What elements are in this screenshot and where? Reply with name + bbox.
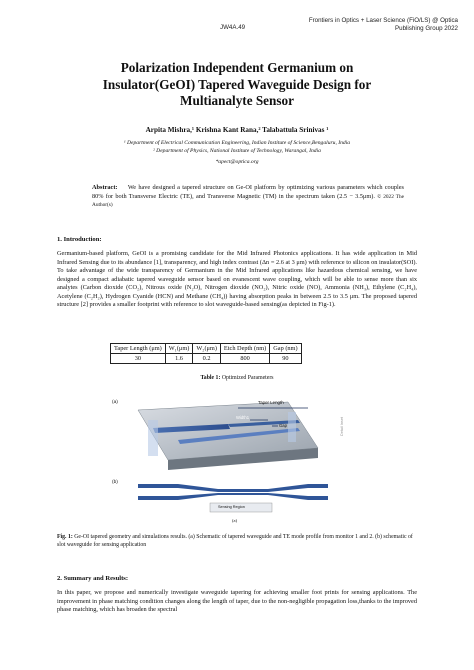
mode-monitor-1 — [148, 420, 158, 456]
title-line-2: Insulator(GeOI) Tapered Waveguide Design for — [102, 76, 372, 92]
table-header: Taper Length (μm) — [111, 344, 166, 354]
table-header: W₁(μm) — [165, 344, 193, 354]
paper-title — [40, 60, 434, 110]
table-caption — [40, 375, 434, 381]
table-header-row — [111, 344, 302, 354]
table-cell: 30 — [111, 354, 166, 364]
table-cell: 1.6 — [165, 354, 193, 364]
table-cell: 800 — [220, 354, 269, 364]
figure-bottom-label: (a) — [232, 518, 238, 523]
table-cell: 90 — [270, 354, 301, 364]
table-header: W₂(μm) — [193, 344, 221, 354]
gap-label: Gap — [279, 423, 287, 428]
table-row — [111, 354, 302, 364]
table-cell: 0.2 — [193, 354, 221, 364]
sensing-region-label: Sensing Region — [218, 505, 245, 509]
section-1-text: Germanium-based platform, GeOI is a promising candidate for the Mid Infrared Photonics applications. It has wide application in Mid Infrared Sensing due to its abundance [1], transparency, and high index contrast (Δn = 2.6 at 3 μm) with reference to silicon on insulator(SOI). To take advantage of the wide transparency of Germanium in the Mid Infrared applications like hazardous chemical sensing, we have designed a compact adiabatic tapered waveguide sensor based on evanescent wave coupling, which will be able to sense more than six analytes (Carbon dioxide (CO₂), Nitrous oxide (N₂O), Nitrogen dioxide (NO₂), Nitric oxide (NO), Ammonia (NH₃), Ethylene (C₂H₄), Acetylene (C₂H₂), Hydrogen Cyanide (HCN) and Methane (CH₄)) having absorption peaks in between 2.5 to 3.5 μm. The proposed tapered structure [2] provides a smaller footprint with reference to slot waveguide-based sensing(as depicted in Fig-1). — [57, 250, 417, 309]
abstract — [92, 184, 404, 210]
section-1-heading: 1. Introduction: — [57, 236, 102, 243]
affiliation-2: ² Department of Physics, National Institute of Technology, Warangal, India — [153, 148, 321, 154]
mode-monitor-2 — [288, 412, 296, 442]
panel-a-label: (a) — [112, 400, 118, 405]
venue-line-2: Publishing Group 2022 — [395, 25, 458, 32]
parameters-table — [110, 343, 302, 364]
figure-1 — [112, 396, 346, 526]
venue-line-1: Frontiers in Optics + Laser Science (FiO/LS) @ Optica — [308, 17, 458, 24]
venue-header — [309, 17, 458, 33]
section-2-text: In this paper, we propose and numerically investigate waveguide tapering for achieving smaller foot prints for sensing applications. The improvement in phase matching condition changes along the length of taper, due to the non-negligible propagation loss,thanks to the improved phase matching, which has broaden the spectral — [57, 589, 417, 614]
width1-label: Width1 — [236, 415, 250, 420]
copyright: © 2022 The Author(s) — [92, 193, 405, 209]
slot-waveguide-top — [138, 484, 328, 492]
table-caption-label: Table 1: — [200, 375, 221, 381]
table-caption-text: Optimized Parameters — [221, 375, 274, 381]
author-email: *apect@optica.org — [215, 159, 259, 165]
taper-length-label: Taper Length — [258, 400, 284, 405]
figure-caption-text: Ge-OI tapered geometry and simulations results. (a) Schematic of tapered waveguide and TE mode profile from monitor 1 and 2. (b) schematic of slot waveguide for sensing application — [57, 534, 413, 548]
side-label: Detail Inset — [340, 417, 344, 436]
abstract-label: Abstract: — [92, 184, 118, 191]
table-header: Etch Depth (nm) — [220, 344, 269, 354]
affiliation-1: ¹ Department of Electrical Communication Engineering, Indian Institute of Science,Bengaluru, India — [123, 140, 351, 146]
author-list: Arpita Mishra,¹ Krishna Kant Rana,² Talabattula Srinivas ¹ — [145, 126, 329, 134]
table-header: Gap (nm) — [270, 344, 301, 354]
figure-caption-label: Fig. 1: — [57, 534, 73, 540]
title-line-3: Multianalyte Sensor — [180, 93, 294, 108]
slot-waveguide-bottom — [138, 493, 328, 500]
abstract-text: We have designed a tapered structure on Ge-OI platform by optimizing various parameters which couples 80% for both Transverse Electric (TE), and Transverse Magnetic (TM) in the spectrum taken (2.5 − 3.5μm). — [92, 184, 404, 200]
figure-caption — [57, 534, 419, 549]
paper-code: JW4A.49 — [220, 24, 246, 31]
panel-b-label: (b) — [112, 480, 118, 485]
section-2-heading: 2. Summary and Results: — [57, 575, 129, 582]
title-line-1: Polarization Independent Germanium on — [120, 60, 354, 75]
